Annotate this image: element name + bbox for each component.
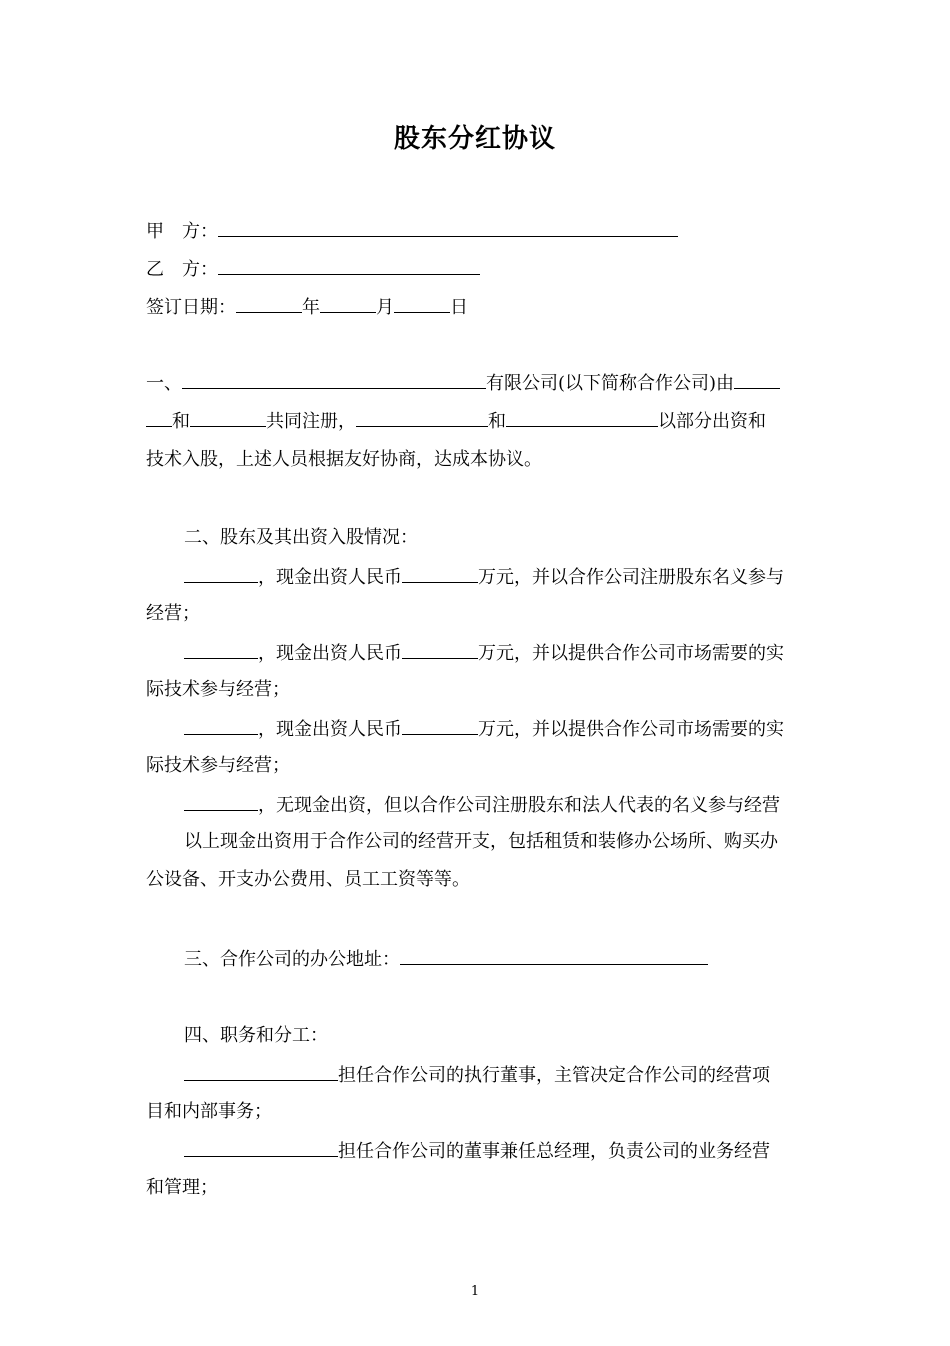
cash-text: ，现金出资人民币 [258, 643, 402, 664]
party-b-blank[interactable] [218, 256, 480, 275]
month-blank[interactable] [320, 294, 376, 313]
section-1-line-2 [146, 408, 766, 432]
section-4-heading: 四、职务和分工： [184, 1025, 328, 1046]
executive-director-blank[interactable] [184, 1062, 338, 1081]
section-2-heading: 二、股东及其出资入股情况： [184, 527, 418, 548]
founder-1-blank-cont[interactable] [146, 408, 172, 427]
party-b-label: 乙 方： [146, 259, 218, 280]
day-label: 日 [450, 297, 468, 318]
no-cash-text: ，无现金出资，但以合作公司注册股东和法人代表的名义参与经营 [258, 795, 780, 816]
cash-text: ，现金出资人民币 [258, 567, 402, 588]
shareholder-3-amount-blank[interactable] [402, 716, 478, 735]
sign-date-label: 签订日期： [146, 297, 236, 318]
shareholder-4-name-blank[interactable] [184, 792, 258, 811]
party-a-line [146, 218, 678, 242]
role-2-cont: 和管理； [146, 1177, 218, 1198]
year-label: 年 [302, 297, 320, 318]
section-1-text: 以部分出资和 [658, 411, 766, 432]
shareholder-1-amount-blank[interactable] [402, 564, 478, 583]
role-1-cont: 目和内部事务； [146, 1101, 272, 1122]
section-1-text: 共同注册， [266, 411, 356, 432]
section-1-line-3: 技术入股，上述人员根据友好协商，达成本协议。 [146, 449, 542, 470]
shareholder-1-text: 万元，并以合作公司注册股东名义参与 [478, 567, 784, 588]
shareholder-4-line [184, 792, 780, 816]
cash-text: ，现金出资人民币 [258, 719, 402, 740]
shareholder-2-amount-blank[interactable] [402, 640, 478, 659]
company-name-blank[interactable] [182, 370, 486, 389]
party-a-blank[interactable] [218, 218, 678, 237]
shareholder-3-line [184, 716, 784, 740]
capital-usage-line-1: 以上现金出资用于合作公司的经营开支，包括租赁和装修办公场所、购买办 [184, 831, 778, 852]
section-3-line [184, 946, 708, 970]
role-2-text: 担任合作公司的董事兼任总经理，负责公司的业务经营 [338, 1141, 770, 1162]
investor-1-blank[interactable] [356, 408, 488, 427]
shareholder-1-line [184, 564, 784, 588]
section-1-line-1 [146, 370, 780, 394]
section-1-prefix: 一、 [146, 373, 182, 394]
document-title: 股东分红协议 [393, 124, 556, 154]
capital-usage-line-2: 公设备、开支办公费用、员工工资等等。 [146, 869, 470, 890]
shareholder-3-name-blank[interactable] [184, 716, 258, 735]
page-number: 1 [470, 1284, 480, 1299]
day-blank[interactable] [394, 294, 450, 313]
shareholder-3-text: 万元，并以提供合作公司市场需要的实 [478, 719, 784, 740]
shareholder-3-cont: 际技术参与经营； [146, 755, 290, 776]
role-1-line [184, 1062, 770, 1086]
office-address-blank[interactable] [400, 946, 708, 965]
founder-2-blank[interactable] [190, 408, 266, 427]
section-1-and: 和 [488, 411, 506, 432]
shareholder-2-text: 万元，并以提供合作公司市场需要的实 [478, 643, 784, 664]
shareholder-1-name-blank[interactable] [184, 564, 258, 583]
section-1-and: 和 [172, 411, 190, 432]
party-b-line [146, 256, 480, 280]
founder-1-blank[interactable] [734, 370, 780, 389]
section-1-text: 有限公司(以下简称合作公司)由 [486, 373, 735, 394]
shareholder-1-cont: 经营； [146, 603, 200, 624]
shareholder-2-name-blank[interactable] [184, 640, 258, 659]
sign-date-line [146, 294, 468, 318]
month-label: 月 [376, 297, 394, 318]
section-3-heading: 三、合作公司的办公地址： [184, 949, 400, 970]
year-blank[interactable] [236, 294, 302, 313]
general-manager-blank[interactable] [184, 1138, 338, 1157]
investor-2-blank[interactable] [506, 408, 658, 427]
shareholder-2-line [184, 640, 784, 664]
shareholder-2-cont: 际技术参与经营； [146, 679, 290, 700]
party-a-label: 甲 方： [146, 221, 218, 242]
role-1-text: 担任合作公司的执行董事，主管决定合作公司的经营项 [338, 1065, 770, 1086]
role-2-line [184, 1138, 770, 1162]
